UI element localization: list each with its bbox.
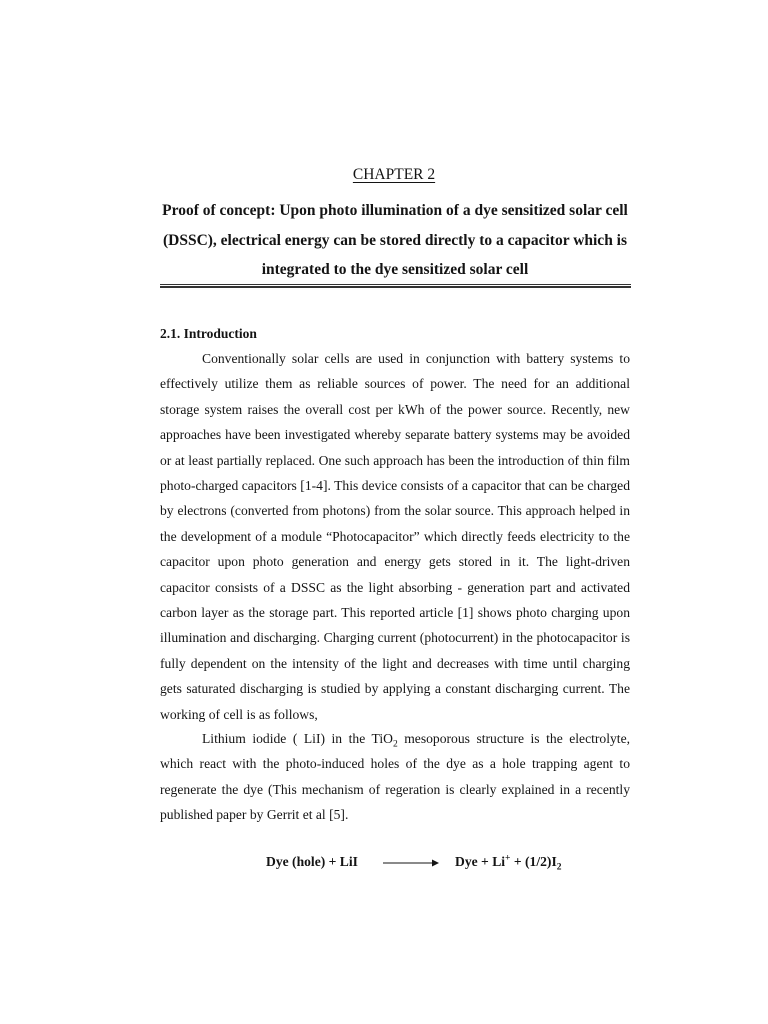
section-heading: 2.1. Introduction — [160, 326, 257, 341]
title-divider — [160, 284, 631, 288]
equation-reactants: Dye (hole) + LiI — [266, 854, 358, 869]
subscript-2: 2 — [392, 739, 398, 750]
equation-products — [455, 853, 562, 873]
paragraph-text-a: Lithium iodide ( LiI) in the TiO — [202, 731, 393, 746]
reaction-arrow-icon — [383, 856, 439, 870]
paragraph-introduction: Conventionally solar cells are used in conjunction with battery systems to effectively utilize them as reliable sources of power. The need for an additional storage system raises the overall cost per kWh of the power source. Recently, new approaches have been investigated whereby separate battery systems may be avoided or at least partially replaced. One such approach has been the introduction of thin film photo-charged capacitors [1-4]. This device consists of a capacitor that can be charged by electrons (converted from photons) from the solar source. This approach helped in the development of a module “Photocapacitor” which directly feeds electricity to the capacitor upon photo generation and energy gets stored in it. The light-driven capacitor consists of a DSSC as the light absorbing - generation part and activated carbon layer as the storage part. This reported article [1] shows photo charging upon illumination and discharging. Charging current (photocurrent) in the photocapacitor is fully dependent on the intensity of the light and decreases with time until charging gets saturated discharging is studied by applying a constant discharging current. The working of cell is as follows, — [160, 351, 630, 722]
subscript-2-iodine: 2 — [556, 862, 562, 873]
paragraph-text-b: mesoporous structure is the electrolyte, which react with the photo-induced holes of the dye as a hole trapping agent to regenerate the dye (This mechanism of regeration is clearly explained in a recently published paper by Gerrit et al [5]. — [160, 731, 631, 823]
chapter-label: CHAPTER 2 — [352, 166, 436, 183]
superscript-plus: + — [505, 853, 511, 864]
equation-products-b: + (1/2)I — [510, 854, 557, 869]
chapter-title: Proof of concept: Upon photo illumination of a dye sensitized solar cell (DSSC), electrical energy can be stored directly to a capacitor which is integrated to the dye sensitized solar cell — [162, 202, 628, 278]
paragraph-lithium-iodide — [160, 726, 630, 828]
equation-products-a: Dye + Li — [455, 854, 506, 869]
